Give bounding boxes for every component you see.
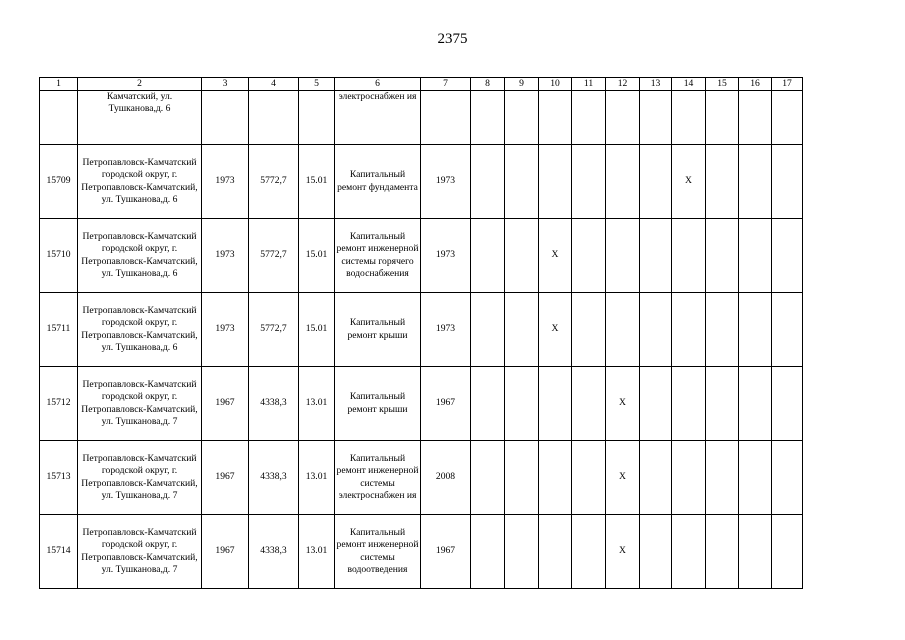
- cell-period: [505, 441, 539, 515]
- column-number: 5: [299, 78, 335, 91]
- cell-period: [672, 293, 706, 367]
- column-number: 1: [40, 78, 78, 91]
- cell-code: 15.01: [299, 293, 335, 367]
- cell-year: 1973: [202, 145, 249, 219]
- column-number: 17: [772, 78, 803, 91]
- cell-period: [505, 91, 539, 145]
- column-number: 11: [572, 78, 606, 91]
- registry-table: [39, 77, 803, 589]
- cell-area: 4338,3: [249, 515, 299, 589]
- cell-period: [539, 441, 572, 515]
- cell-period: [572, 441, 606, 515]
- cell-id: 15711: [40, 293, 78, 367]
- cell-period: [672, 219, 706, 293]
- cell-mark: Х: [672, 145, 706, 219]
- cell-code: 13.01: [299, 367, 335, 441]
- cell-period: [471, 91, 505, 145]
- cell-id: 15712: [40, 367, 78, 441]
- cell-area: 4338,3: [249, 441, 299, 515]
- cell-year: 1967: [202, 515, 249, 589]
- cell-period: [739, 441, 772, 515]
- cell-area: 5772,7: [249, 293, 299, 367]
- cell-mark: Х: [539, 293, 572, 367]
- column-number: 16: [739, 78, 772, 91]
- cell-period: [640, 219, 672, 293]
- cell-id: 15713: [40, 441, 78, 515]
- cell-code: [299, 91, 335, 145]
- cell-period: [739, 91, 772, 145]
- cell-period: [572, 515, 606, 589]
- cell-period: [739, 145, 772, 219]
- table-row: [40, 367, 803, 441]
- cell-work: Капитальный ремонт инженерной системы водоотведения: [335, 515, 421, 589]
- cell-period: [539, 367, 572, 441]
- cell-work: Капитальный ремонт крыши: [335, 367, 421, 441]
- cell-year: [202, 91, 249, 145]
- cell-period: [739, 293, 772, 367]
- cell-id: 15710: [40, 219, 78, 293]
- table-row: [40, 441, 803, 515]
- cell-year: 1967: [202, 367, 249, 441]
- cell-period: [706, 515, 739, 589]
- table-row: [40, 145, 803, 219]
- cell-work-year: 1973: [421, 145, 471, 219]
- continuation-row: [40, 91, 803, 145]
- cell-period: [672, 91, 706, 145]
- column-number: 4: [249, 78, 299, 91]
- cell-period: [706, 293, 739, 367]
- cell-mark: Х: [539, 219, 572, 293]
- cell-code: 13.01: [299, 441, 335, 515]
- table-row: [40, 219, 803, 293]
- column-number-row: [40, 78, 803, 91]
- column-number: 10: [539, 78, 572, 91]
- cell-period: [640, 91, 672, 145]
- cell-period: [471, 441, 505, 515]
- cell-code: 15.01: [299, 219, 335, 293]
- column-number: 8: [471, 78, 505, 91]
- cell-period: [772, 441, 803, 515]
- cell-work: Капитальный ремонт крыши: [335, 293, 421, 367]
- cell-period: [772, 367, 803, 441]
- cell-period: [706, 145, 739, 219]
- column-number: 6: [335, 78, 421, 91]
- cell-address: Петропавловск-Камчатский городской округ, г. Петропавловск-Камчатский, ул. Тушканова,д. 7: [78, 515, 202, 589]
- cell-address: Петропавловск-Камчатский городской округ, г. Петропавловск-Камчатский, ул. Тушканова,д. 6: [78, 145, 202, 219]
- column-number: 15: [706, 78, 739, 91]
- cell-period: [505, 145, 539, 219]
- cell-address: Петропавловск-Камчатский городской округ, г. Петропавловск-Камчатский, ул. Тушканова,д. 7: [78, 367, 202, 441]
- cell-area: 4338,3: [249, 367, 299, 441]
- cell-period: [706, 367, 739, 441]
- table-row: [40, 515, 803, 589]
- cell-id: [40, 91, 78, 145]
- cell-period: [772, 91, 803, 145]
- cell-period: [772, 293, 803, 367]
- cell-period: [572, 91, 606, 145]
- cell-period: [572, 367, 606, 441]
- cell-period: [640, 145, 672, 219]
- cell-area: 5772,7: [249, 145, 299, 219]
- cell-period: [505, 293, 539, 367]
- cell-period: [772, 515, 803, 589]
- cell-period: [640, 441, 672, 515]
- column-number: 9: [505, 78, 539, 91]
- page-number: 2375: [437, 31, 468, 47]
- cell-period: [471, 367, 505, 441]
- cell-period: [606, 219, 640, 293]
- cell-year: 1973: [202, 219, 249, 293]
- cell-work: Капитальный ремонт инженерной системы горячего водоснабжения: [335, 219, 421, 293]
- cell-work-year: [421, 91, 471, 145]
- cell-period: [505, 515, 539, 589]
- cell-id: 15709: [40, 145, 78, 219]
- cell-area: 5772,7: [249, 219, 299, 293]
- column-number: 7: [421, 78, 471, 91]
- cell-work-year: 1973: [421, 293, 471, 367]
- cell-period: [640, 515, 672, 589]
- cell-period: [640, 367, 672, 441]
- column-number: 14: [672, 78, 706, 91]
- cell-work-year: 1967: [421, 515, 471, 589]
- cell-period: [606, 91, 640, 145]
- column-number: 12: [606, 78, 640, 91]
- column-number: 3: [202, 78, 249, 91]
- cell-period: [572, 293, 606, 367]
- cell-period: [606, 293, 640, 367]
- cell-period: [505, 367, 539, 441]
- cell-period: [706, 219, 739, 293]
- column-number: 2: [78, 78, 202, 91]
- cell-id: 15714: [40, 515, 78, 589]
- cell-code: 15.01: [299, 145, 335, 219]
- cell-period: [672, 515, 706, 589]
- cell-year: 1967: [202, 441, 249, 515]
- cell-code: 13.01: [299, 515, 335, 589]
- cell-mark: Х: [606, 515, 640, 589]
- cell-address: Петропавловск-Камчатский городской округ, г. Петропавловск-Камчатский, ул. Тушканова,д. 6: [78, 219, 202, 293]
- cell-period: [606, 145, 640, 219]
- cell-period: [739, 515, 772, 589]
- cell-area: [249, 91, 299, 145]
- cell-mark: Х: [606, 441, 640, 515]
- cell-period: [640, 293, 672, 367]
- cell-work-year: 2008: [421, 441, 471, 515]
- cell-period: [572, 145, 606, 219]
- cell-period: [539, 515, 572, 589]
- cell-period: [471, 219, 505, 293]
- cell-period: [572, 219, 606, 293]
- cell-period: [739, 367, 772, 441]
- cell-work: Капитальный ремонт фундамента: [335, 145, 421, 219]
- cell-period: [505, 219, 539, 293]
- cell-period: [672, 441, 706, 515]
- cell-period: [539, 145, 572, 219]
- cell-period: [772, 219, 803, 293]
- cell-period: [706, 91, 739, 145]
- table-row: [40, 293, 803, 367]
- cell-address: Камчатский, ул. Тушканова,д. 6: [78, 91, 202, 145]
- cell-year: 1973: [202, 293, 249, 367]
- cell-address: Петропавловск-Камчатский городской округ, г. Петропавловск-Камчатский, ул. Тушканова,д. 7: [78, 441, 202, 515]
- cell-work-year: 1967: [421, 367, 471, 441]
- cell-period: [539, 91, 572, 145]
- column-number: 13: [640, 78, 672, 91]
- cell-period: [706, 441, 739, 515]
- cell-period: [772, 145, 803, 219]
- cell-period: [471, 293, 505, 367]
- cell-period: [471, 145, 505, 219]
- cell-work: электроснабжен ия: [335, 91, 421, 145]
- cell-period: [672, 367, 706, 441]
- cell-period: [739, 219, 772, 293]
- cell-period: [471, 515, 505, 589]
- cell-mark: Х: [606, 367, 640, 441]
- cell-work: Капитальный ремонт инженерной системы электроснабжен ия: [335, 441, 421, 515]
- cell-address: Петропавловск-Камчатский городской округ, г. Петропавловск-Камчатский, ул. Тушканова,д. 6: [78, 293, 202, 367]
- cell-work-year: 1973: [421, 219, 471, 293]
